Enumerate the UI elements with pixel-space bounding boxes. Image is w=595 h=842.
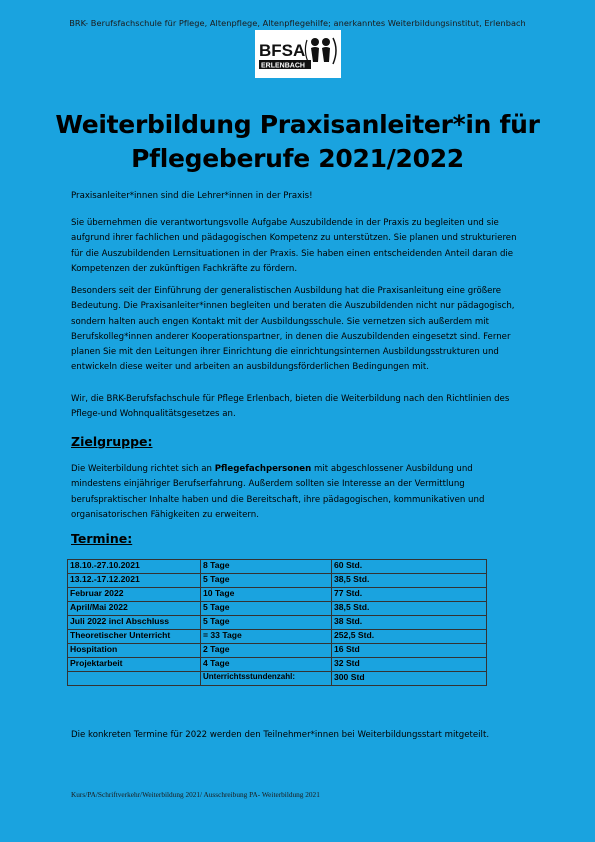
table-row — [68, 616, 487, 630]
total-label: Unterrichtsstundenzahl: — [201, 672, 332, 686]
closing-text: Die konkreten Termine für 2022 werden den Teilnehmer*innen bei Weiterbildungsstart mitgeteilt. — [71, 730, 490, 740]
table-cell: 2 Tage — [201, 644, 332, 658]
table-row — [68, 574, 487, 588]
footer-path: Kurs/PA/Schriftverkehr/Weiterbildung 2021/ Ausschreibung PA- Weiterbildung 2021 — [71, 790, 320, 799]
paragraph-2: Besonders seit der Einführung der generalistischen Ausbildung hat die Praxisanleitung eine größere Bedeutung. Die Praxisanleiter*innen begleiten und beraten die Auszubildenden nicht nur pädagogisch, sondern halten auch engen Kontakt mit der Ausbildungsschule. Sie vernetzen sich außerdem mit Berufskolleg*innen anderer Kooperationspartner, in denen die Auszubildenden eingesetzt sind. Ferner planen Sie mit den Leitungen ihrer Einrichtung die einrichtungsinternen Ausbildungsstrukturen und entwickeln diese weiter und arbeiten an ausbildungsförderlichen Bedingungen mit. — [71, 286, 515, 373]
paragraph-1: Sie übernehmen die verantwortungsvolle Aufgabe Auszubildende in der Praxis zu begleiten und sie aufgrund ihrer fachlichen und pädagogischen Kompetenz zu unterstützen. Sie planen und strukturieren für die Auszubildenden Lernsituationen in der Praxis. Sie haben einen entscheidenden Anteil daran die Kompetenzen der zukünftigen Fachkräfte zu fördern. — [71, 218, 517, 274]
table-cell: 32 Std — [332, 658, 487, 672]
table-cell: Februar 2022 — [68, 588, 201, 602]
table-row — [68, 630, 487, 644]
page-title — [0, 108, 595, 176]
table-cell: = 33 Tage — [201, 630, 332, 644]
table-cell: 38 Std. — [332, 616, 487, 630]
table-cell: 5 Tage — [201, 574, 332, 588]
zielgruppe-text-bold: Pflegefachpersonen — [214, 464, 312, 474]
zielgruppe-text — [71, 462, 521, 523]
paragraph-3: Wir, die BRK-Berufsfachschule für Pflege Erlenbach, bieten die Weiterbildung nach den Richtlinien des Pflege-und Wohnqualitätsgesetzes an. — [71, 394, 510, 420]
table-row — [68, 658, 487, 672]
table-cell: 5 Tage — [201, 602, 332, 616]
table-cell: 60 Std. — [332, 560, 487, 574]
table-cell: 38,5 Std. — [332, 574, 487, 588]
table-cell: 77 Std. — [332, 588, 487, 602]
table-cell: 10 Tage — [201, 588, 332, 602]
title-line-1: Weiterbildung Praxisanleiter*in für — [55, 110, 540, 139]
table-row — [68, 588, 487, 602]
bfsa-logo — [255, 30, 341, 78]
table-row — [68, 602, 487, 616]
logo-text-sub: ERLENBACH — [261, 62, 305, 70]
logo-text-main: BFSA — [259, 41, 306, 60]
intro-text: Praxisanleiter*innen sind die Lehrer*innen in der Praxis! — [71, 191, 313, 201]
table-cell: 13.12.-17.12.2021 — [68, 574, 201, 588]
table-cell: 18.10.-27.10.2021 — [68, 560, 201, 574]
termine-table — [67, 559, 487, 686]
table-row — [68, 644, 487, 658]
table-cell: Juli 2022 incl Abschluss — [68, 616, 201, 630]
table-cell: 38,5 Std. — [332, 602, 487, 616]
total-value: 300 Std — [332, 672, 487, 686]
institution-header: BRK- Berufsfachschule für Pflege, Altenpflege, Altenpflegehilfe; anerkanntes Weiterbildungsinstitut, Erlenbach — [69, 18, 526, 28]
table-cell: 5 Tage — [201, 616, 332, 630]
table-row-total — [68, 672, 487, 686]
zielgruppe-text-after: mit abgeschlossener Ausbildung und mindestens einjähriger Berufserfahrung. Außerdem sollten sie Interesse an der Vermittlung berufspraktischer Inhalte haben und die Bereitschaft, ihre pädagogischen, kommunikativen und organisatorischen Fähigkeiten zu erweitern. — [71, 464, 485, 520]
table-cell: Projektarbeit — [68, 658, 201, 672]
table-cell: 4 Tage — [201, 658, 332, 672]
table-cell: 8 Tage — [201, 560, 332, 574]
table-cell: 252,5 Std. — [332, 630, 487, 644]
table-cell: 16 Std — [332, 644, 487, 658]
termine-heading: Termine: — [71, 531, 133, 546]
table-row — [68, 560, 487, 574]
table-cell: April/Mai 2022 — [68, 602, 201, 616]
table-cell: Hospitation — [68, 644, 201, 658]
table-cell — [68, 672, 201, 686]
zielgruppe-heading: Zielgruppe: — [71, 434, 153, 449]
title-line-2: Pflegeberufe 2021/2022 — [131, 144, 464, 173]
zielgruppe-text-before: Die Weiterbildung richtet sich an — [71, 464, 215, 474]
table-cell: Theoretischer Unterricht — [68, 630, 201, 644]
